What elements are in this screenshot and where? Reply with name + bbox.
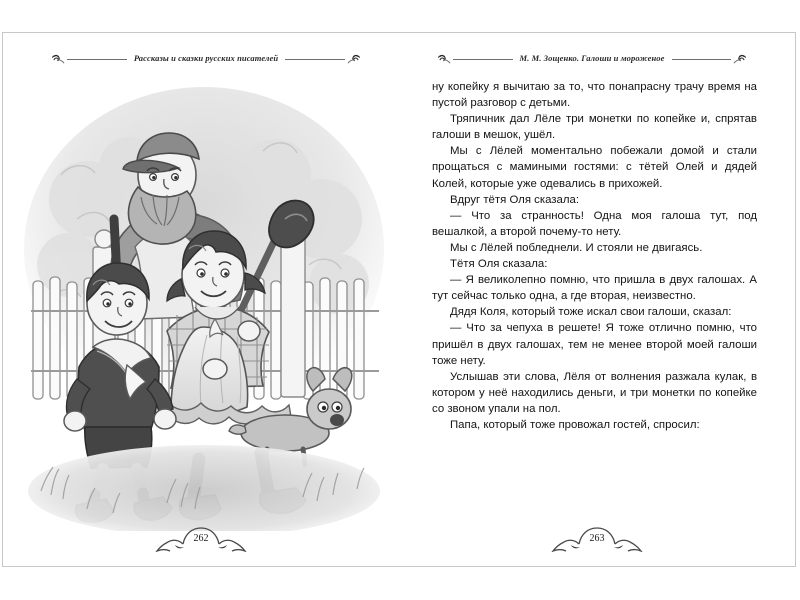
paragraph: — Что за чепуха в решете! Я тоже отлично помню, что пришёл в двух галошах, тем не менее второй моей галоши тоже нету. bbox=[432, 322, 757, 367]
book-spread bbox=[2, 32, 796, 567]
header-rule-left bbox=[67, 59, 127, 60]
paragraph: — Я великолепно помню, что пришла в двух галошах. А тут сейчас только одна, а где вторая, неизвестно. bbox=[432, 274, 757, 303]
running-header-left-text: Рассказы и сказки русских писателей bbox=[133, 53, 279, 63]
paragraph: Папа, который тоже провожал гостей, спросил: bbox=[450, 418, 700, 431]
header-rule-left bbox=[453, 59, 513, 60]
story-illustration bbox=[17, 79, 391, 531]
flourish-right-icon bbox=[731, 52, 747, 66]
paragraph: Тряпичник дал Лёле три монетки по копейке и, спрятав галоши в мешок, ушёл. bbox=[432, 113, 757, 142]
header-rule-right bbox=[285, 59, 345, 60]
page-right bbox=[399, 33, 795, 566]
running-header-right-text: М. М. Зощенко. Галоши и мороженое bbox=[519, 53, 665, 63]
paragraph: Услышав эти слова, Лёля от волнения разжала кулак, в котором у неё находились деньги, и три монетки по копейке со звоном упали на пол. bbox=[432, 370, 757, 415]
running-header-right bbox=[437, 49, 747, 69]
paragraph: ну копейку я вычитаю за то, что понапрасну трачу время на пустой разговор с детьми. bbox=[432, 81, 757, 110]
folio-right bbox=[399, 526, 795, 552]
paragraph: Мы с Лёлей моментально побежали домой и стали прощаться с мамиными гостями: с тётей Олей и дядей Колей, которые уже одевались в прихожей. bbox=[432, 145, 757, 190]
folio-left-number: 262 bbox=[193, 533, 209, 544]
folio-left bbox=[3, 526, 399, 552]
running-header-left bbox=[51, 49, 361, 69]
paragraph: — Что за странность! Одна моя галоша тут, под вешалкой, а второй почему-то нету. bbox=[432, 209, 757, 238]
folio-right-number: 263 bbox=[589, 533, 605, 544]
body-text bbox=[432, 79, 757, 433]
paragraph: Тётя Оля сказала: bbox=[450, 258, 548, 271]
flourish-right-icon bbox=[345, 52, 361, 66]
page-left bbox=[3, 33, 399, 566]
paragraph: Мы с Лёлей побледнели. И стояли не двигаясь. bbox=[450, 241, 703, 254]
paragraph: Дядя Коля, который тоже искал свои галоши, сказал: bbox=[450, 306, 732, 319]
header-rule-right bbox=[672, 59, 732, 60]
flourish-left-icon bbox=[51, 52, 67, 66]
paragraph: Вдруг тётя Оля сказала: bbox=[450, 193, 579, 206]
flourish-left-icon bbox=[437, 52, 453, 66]
